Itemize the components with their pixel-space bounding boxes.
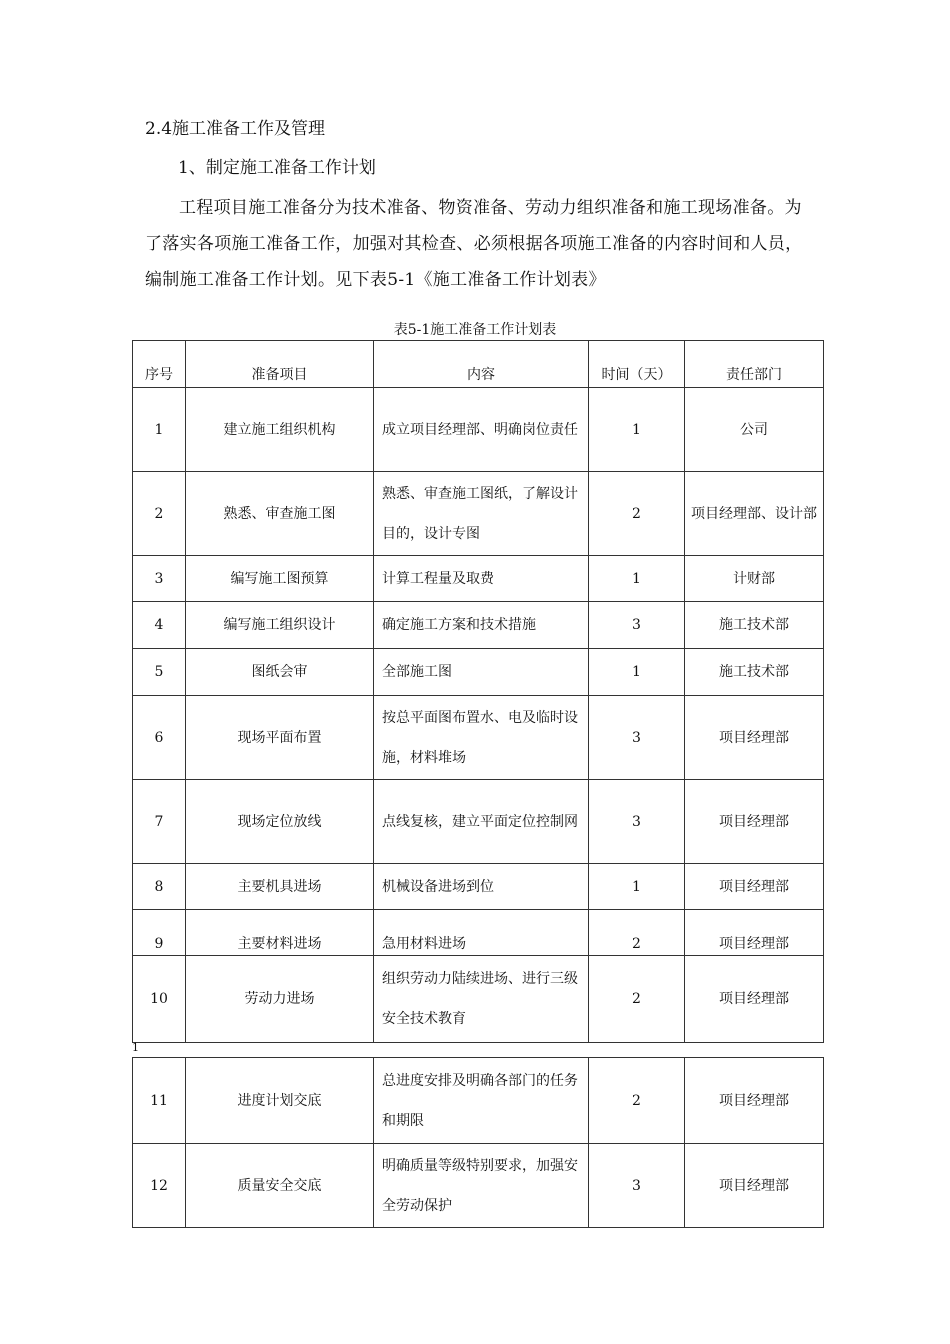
row-content: 点线复核，建立平面定位控制网 (374, 780, 589, 864)
table-row (133, 1144, 824, 1228)
row-number: 5 (133, 649, 186, 696)
row-number: 3 (133, 556, 186, 602)
subsection-heading: 1、制定施工准备工作计划 (178, 158, 376, 178)
row-item: 主要材料进场 (186, 910, 374, 956)
row-number: 12 (133, 1144, 186, 1228)
header-cell: 序号 (133, 341, 186, 388)
row-item: 进度计划交底 (186, 1058, 374, 1144)
row-item: 现场平面布置 (186, 696, 374, 780)
row-dept: 计财部 (685, 556, 824, 602)
table-row (133, 472, 824, 556)
section-heading: 2.4施工准备工作及管理 (145, 119, 326, 139)
row-days: 1 (589, 864, 685, 910)
row-content: 确定施工方案和技术措施 (374, 602, 589, 649)
row-content: 总进度安排及明确各部门的任务和期限 (374, 1058, 589, 1144)
row-number: 2 (133, 472, 186, 556)
row-days: 1 (589, 556, 685, 602)
row-days: 2 (589, 472, 685, 556)
row-content: 成立项目经理部、明确岗位责任 (374, 388, 589, 472)
table-row (133, 956, 824, 1043)
row-item: 熟悉、审查施工图 (186, 472, 374, 556)
plan-table-part-2 (132, 1057, 824, 1228)
row-days: 2 (589, 910, 685, 956)
row-dept: 项目经理部 (685, 910, 824, 956)
row-days: 3 (589, 696, 685, 780)
row-days: 1 (589, 388, 685, 472)
row-content: 计算工程量及取费 (374, 556, 589, 602)
row-number: 1 (133, 388, 186, 472)
table-header-row (133, 341, 824, 388)
row-days: 2 (589, 1058, 685, 1144)
table-row (133, 388, 824, 472)
row-dept: 项目经理部 (685, 1144, 824, 1228)
row-days: 1 (589, 649, 685, 696)
table-row (133, 696, 824, 780)
row-dept: 项目经理部 (685, 1058, 824, 1144)
row-days: 3 (589, 602, 685, 649)
row-item: 现场定位放线 (186, 780, 374, 864)
row-content: 急用材料进场 (374, 910, 589, 956)
page-number: 1 (132, 1041, 139, 1054)
table-row (133, 1058, 824, 1144)
row-dept: 项目经理部 (685, 780, 824, 864)
row-content: 明确质量等级特别要求，加强安全劳动保护 (374, 1144, 589, 1228)
row-days: 3 (589, 780, 685, 864)
table-caption: 表5-1施工准备工作计划表 (393, 322, 557, 338)
row-dept: 项目经理部 (685, 696, 824, 780)
row-item: 劳动力进场 (186, 956, 374, 1043)
row-item: 图纸会审 (186, 649, 374, 696)
row-dept: 公司 (685, 388, 824, 472)
row-number: 11 (133, 1058, 186, 1144)
row-number: 4 (133, 602, 186, 649)
row-days: 3 (589, 1144, 685, 1228)
header-cell: 时间（天） (589, 341, 685, 388)
row-number: 6 (133, 696, 186, 780)
row-days: 2 (589, 956, 685, 1043)
table-row (133, 649, 824, 696)
row-content: 按总平面图布置水、电及临时设施，材料堆场 (374, 696, 589, 780)
row-content: 全部施工图 (374, 649, 589, 696)
row-number: 10 (133, 956, 186, 1043)
row-content: 组织劳动力陆续进场、进行三级安全技术教育 (374, 956, 589, 1043)
row-dept: 项目经理部 (685, 956, 824, 1043)
header-cell: 责任部门 (685, 341, 824, 388)
header-cell: 内容 (374, 341, 589, 388)
row-item: 编写施工图预算 (186, 556, 374, 602)
row-content: 机械设备进场到位 (374, 864, 589, 910)
row-item: 建立施工组织机构 (186, 388, 374, 472)
row-dept: 施工技术部 (685, 602, 824, 649)
table-row (133, 602, 824, 649)
table-row (133, 556, 824, 602)
row-dept: 项目经理部、设计部 (685, 472, 824, 556)
row-number: 9 (133, 910, 186, 956)
table-row (133, 910, 824, 956)
header-cell: 准备项目 (186, 341, 374, 388)
intro-paragraph: 工程项目施工准备分为技术准备、物资准备、劳动力组织准备和施工现场准备。为了落实各项施工准备工作，加强对其检查、必须根据各项施工准备的内容时间和人员，编制施工准备工作计划。见下表5-1《施工准备工作计划表》 (145, 198, 803, 290)
row-item: 质量安全交底 (186, 1144, 374, 1228)
row-dept: 施工技术部 (685, 649, 824, 696)
row-content: 熟悉、审查施工图纸，了解设计目的，设计专图 (374, 472, 589, 556)
table-row (133, 864, 824, 910)
row-dept: 项目经理部 (685, 864, 824, 910)
plan-table-part-1 (132, 340, 824, 1043)
table-row (133, 780, 824, 864)
row-item: 主要机具进场 (186, 864, 374, 910)
row-item: 编写施工组织设计 (186, 602, 374, 649)
row-number: 8 (133, 864, 186, 910)
row-number: 7 (133, 780, 186, 864)
